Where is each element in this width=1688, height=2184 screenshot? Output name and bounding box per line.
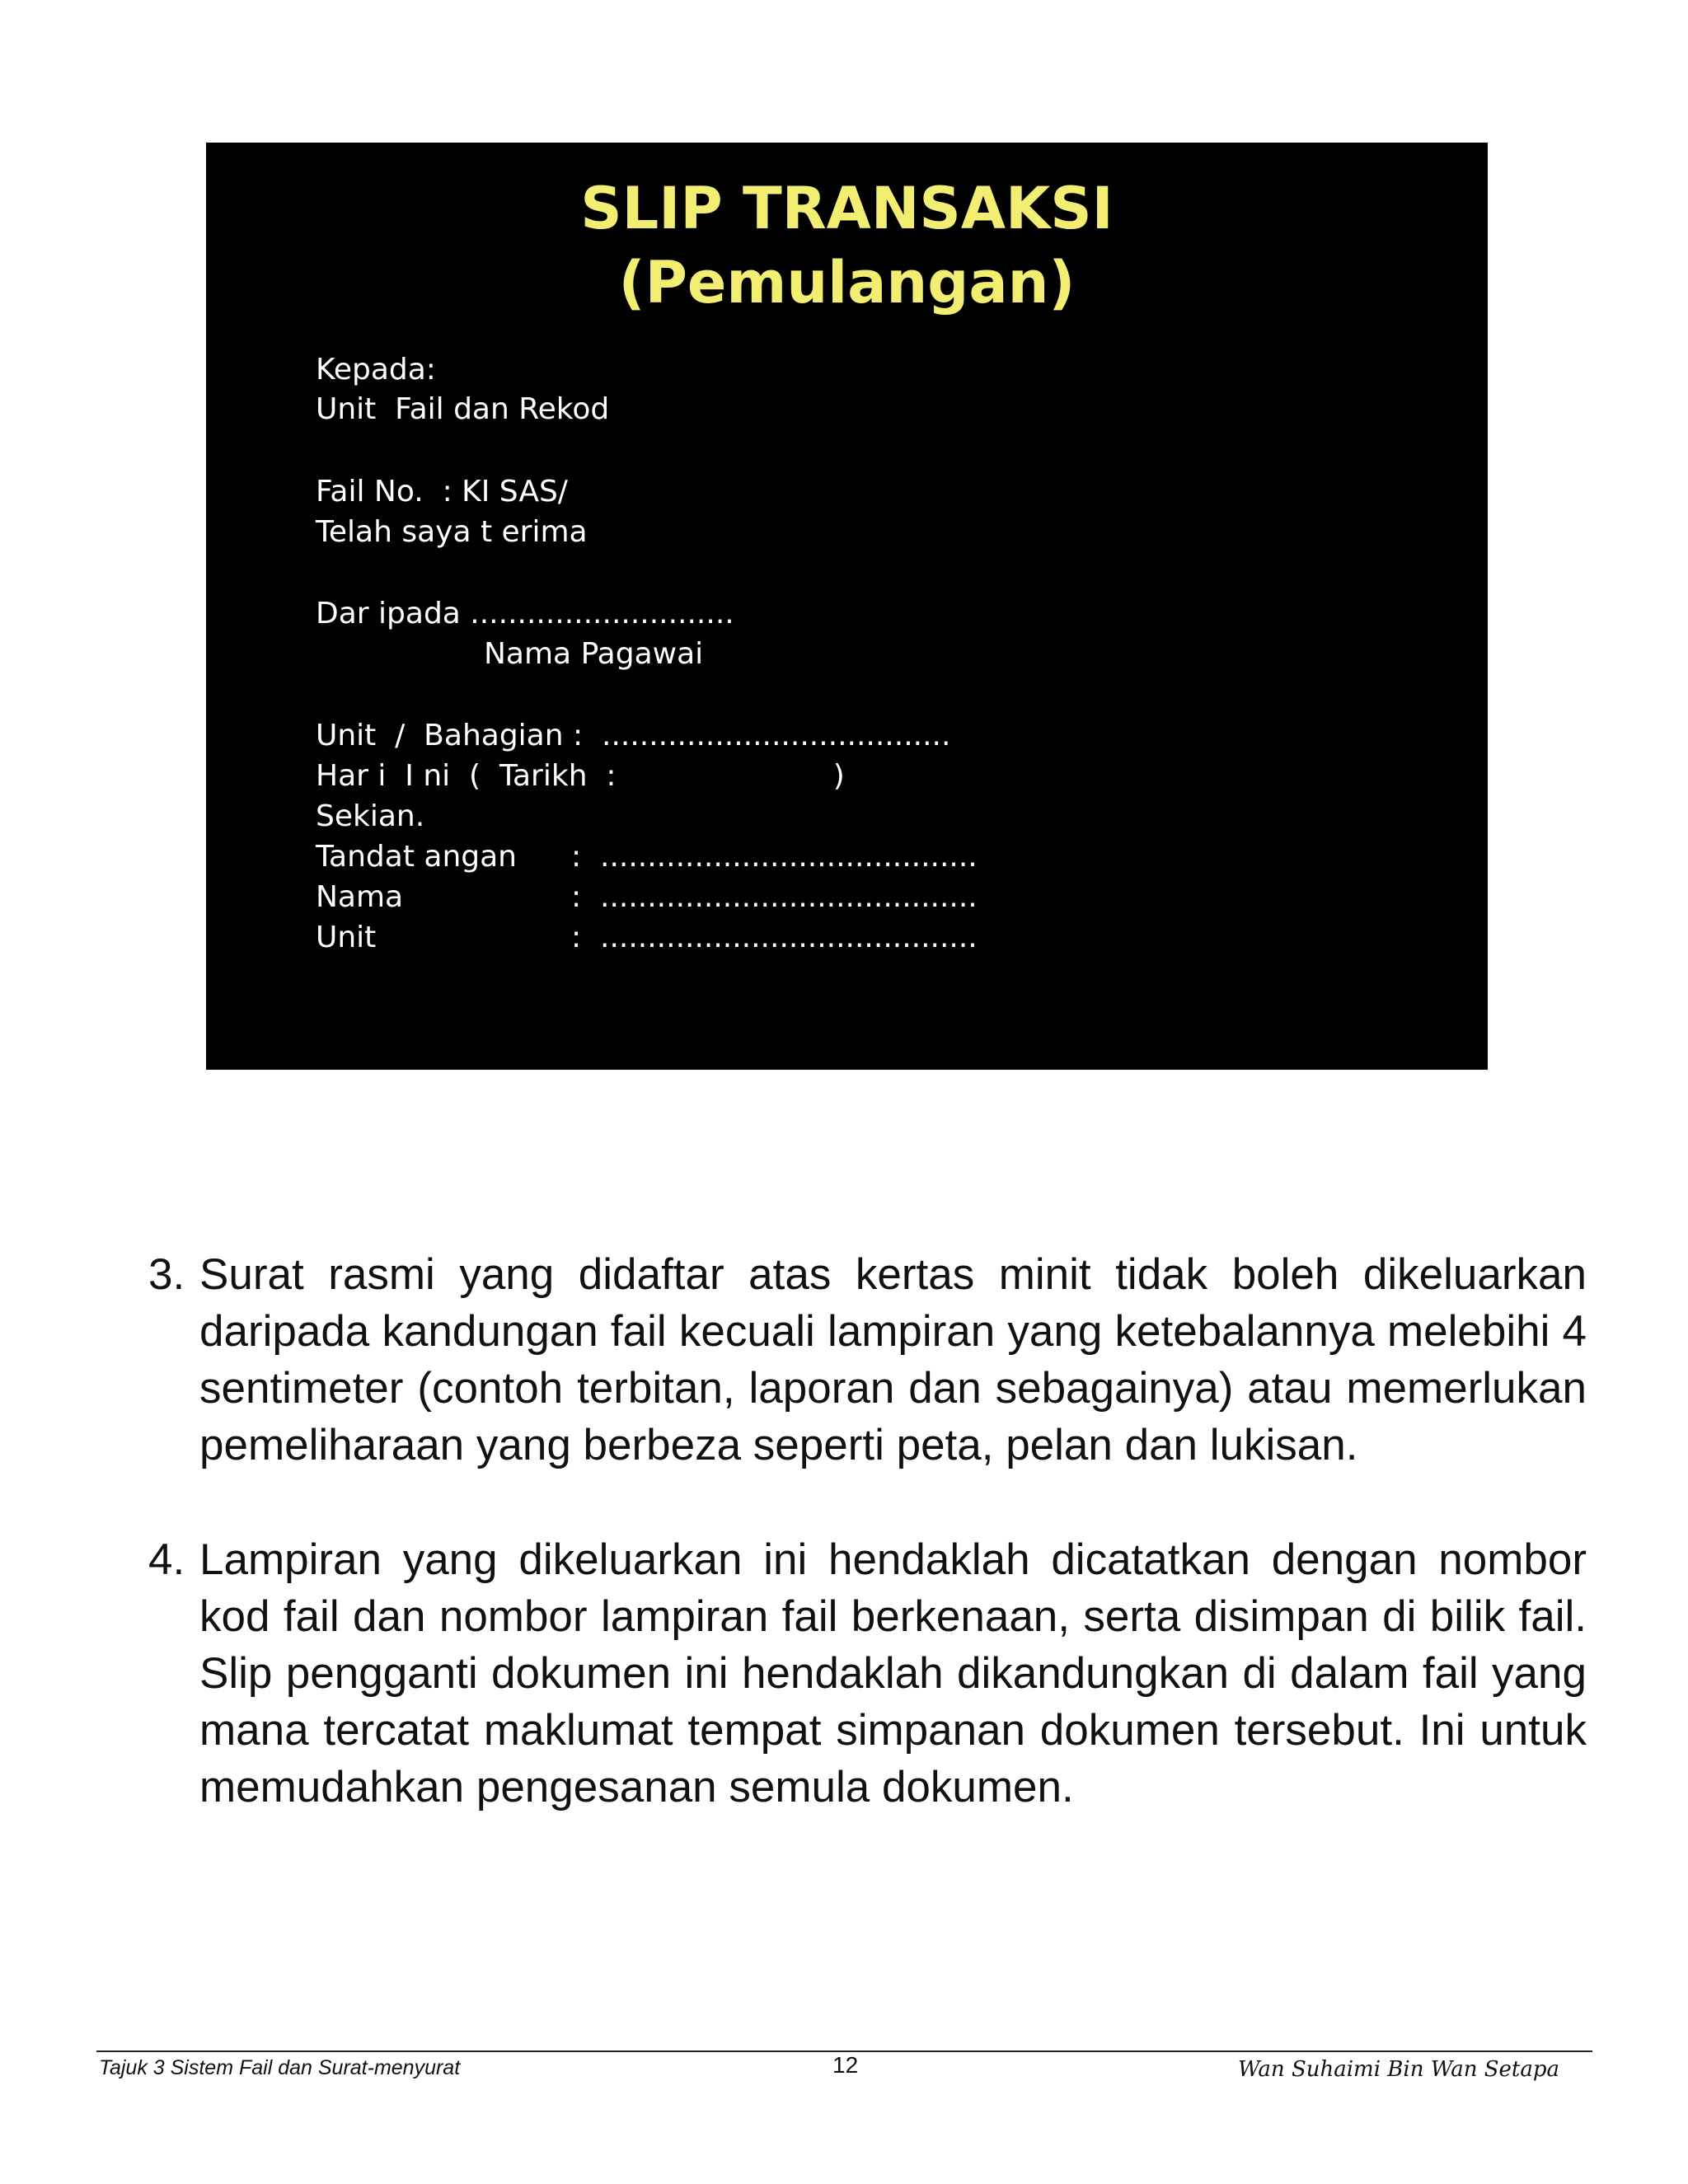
kepada-label: Kepada: xyxy=(316,353,436,387)
unit-field: : ........................................ xyxy=(571,921,978,954)
unit-label: Unit xyxy=(316,921,377,954)
list-paragraph: Surat rasmi yang didaftar atas kertas minit tidak boleh dikeluarkan daripada kandungan fail kecuali lampiran yang ketebalannya melebihi 4 sentimeter (contoh terbitan, laporan dan sebagainya) atau memerlukan pemeliharaan yang berbeza seperti peta, pelan dan lukisan. xyxy=(199,1250,1587,1469)
list-number: 3. xyxy=(148,1250,185,1299)
page-number: 12 xyxy=(832,2052,859,2078)
daripada-line: Dar ipada ............................ xyxy=(316,597,734,630)
fail-no-line: Fail No. : KI SAS/ xyxy=(316,475,568,509)
slide-title: SLIP TRANSAKSI xyxy=(580,175,1114,242)
unit-fail-line: Unit Fail dan Rekod xyxy=(316,392,610,426)
unit-bahagian-line: Unit / Bahagian : ..................................... xyxy=(316,719,951,752)
footer-chapter-title: Tajuk 3 Sistem Fail dan Surat-menyurat xyxy=(99,2056,461,2079)
slip-transaksi-slide xyxy=(206,143,1488,1070)
list-paragraph: Lampiran yang dikeluarkan ini hendaklah dicatatkan dengan nombor kod fail dan nombor lampiran fail berkenaan, serta disimpan di bilik fail. Slip pengganti dokumen ini hendaklah dikandungkan di dalam fail yang mana tercatat maklumat tempat simpanan dokumen tersebut. Ini untuk memudahkan pengesanan semula dokumen. xyxy=(199,1535,1587,1811)
nama-label: Nama xyxy=(316,880,404,914)
tandatangan-field: : ........................................ xyxy=(571,840,978,874)
sekian-line: Sekian. xyxy=(316,799,425,833)
nama-field: : ........................................ xyxy=(571,880,978,914)
footer-author: Wan Suhaimi Bin Wan Setapa xyxy=(1237,2057,1559,2082)
telah-line: Telah saya t erima xyxy=(316,515,588,549)
hari-ini-line: Har i I ni ( Tarikh : ) xyxy=(316,759,845,793)
tandatangan-label: Tandat angan xyxy=(316,840,517,874)
list-number: 4. xyxy=(148,1535,185,1584)
nama-pagawai-caption: Nama Pagawai xyxy=(484,637,704,671)
slide-subtitle: (Pemulangan) xyxy=(618,249,1076,316)
